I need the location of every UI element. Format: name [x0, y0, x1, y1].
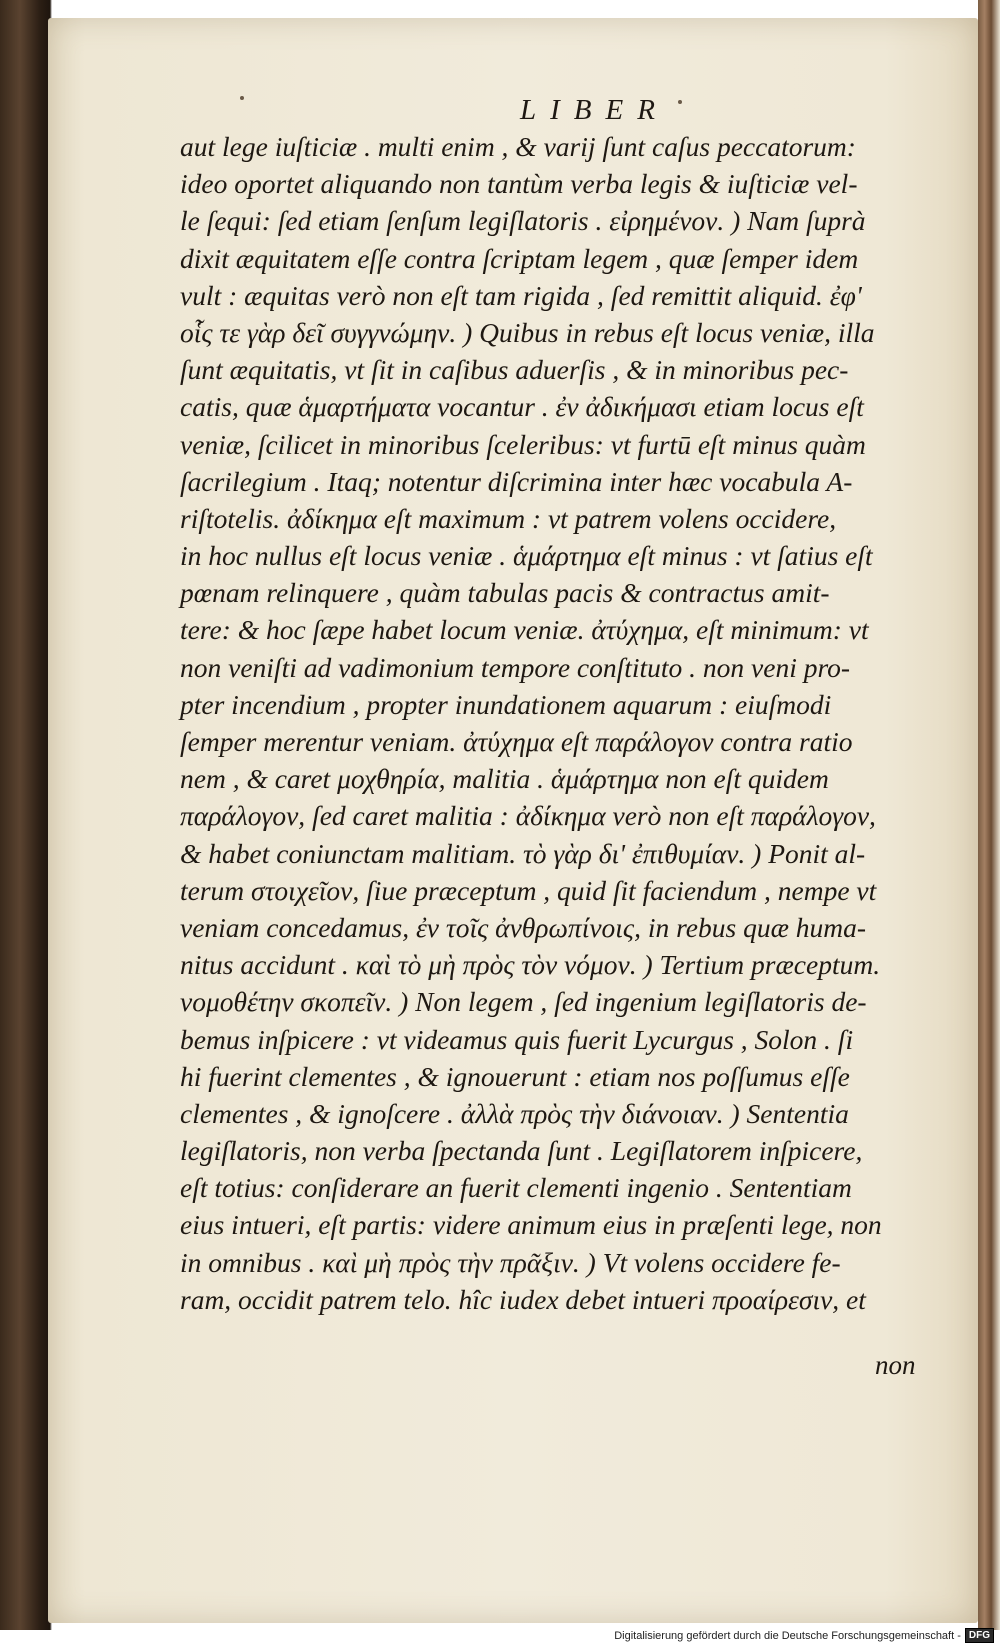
text-line: ideo oportet aliquando non tantùm verba legis & iuſticiæ vel-	[180, 168, 858, 200]
book-fore-edge	[978, 0, 1000, 1630]
text-line: & habet coniunctam malitiam. τὸ γὰρ δι' ἐπιθυμίαν. ) Ponit al-	[180, 837, 866, 869]
text-line: vult : æquitas verò non eſt tam rigida , ſed remittit aliquid. ἐφ'	[180, 279, 862, 311]
main-text	[180, 90, 970, 1318]
dfg-logo: DFG	[965, 1628, 994, 1643]
text-line: legiſlatoris, non verba ſpectanda ſunt . Legiſlatorem inſpicere,	[180, 1135, 863, 1167]
running-title: LIBER	[520, 94, 669, 126]
text-line: le ſequi: ſed etiam ſenſum legiſlatoris . εἰρημένον. ) Nam ſuprà	[180, 205, 866, 237]
text-line: non veniſti ad vadimonium tempore conſtituto . non veni pro-	[180, 651, 851, 683]
text-line: riſtotelis. ἀδίκημα eſt maximum : vt patrem volens occidere,	[180, 502, 837, 534]
text-line: bemus inſpicere : vt videamus quis fuerit Lycurgus , Solon . ſi	[180, 1023, 854, 1055]
text-line: νομοθέτην σκοπεῖν. ) Non legem , ſed ingenium legiſlatoris de-	[180, 986, 867, 1018]
text-line: οἷς τε γὰρ δεῖ συγγνώμην. ) Quibus in rebus eſt locus veniæ, illa	[180, 316, 875, 348]
digitization-credit	[614, 1628, 994, 1643]
text-line: tere: & hoc ſæpe habet locum veniæ. ἀτύχημα, eſt minimum: vt	[180, 614, 869, 646]
text-line: dixit æquitatem eſſe contra ſcriptam legem , quæ ſemper idem	[180, 242, 859, 274]
text-line: aut lege iuſticiæ . multi enim , & varij ſunt caſus peccatorum:	[180, 131, 856, 162]
text-line: in omnibus . καὶ μὴ πρὸς τὴν πρᾶξιν. ) Vt volens occidere fe-	[180, 1246, 841, 1278]
text-line: ſemper merentur veniam. ἀτύχημα eſt παράλογον contra ratio	[180, 726, 853, 757]
text-line: terum στοιχεῖον, ſiue præceptum , quid ſit faciendum , nempe vt	[180, 874, 877, 906]
text-line: pter incendium , propter inundationem aquarum : eiuſmodi	[180, 688, 832, 720]
credit-text: Digitalisierung gefördert durch die Deutsche Forschungsgemeinschaft -	[614, 1629, 961, 1642]
text-line: veniæ, ſcilicet in minoribus ſceleribus: vt furtū eſt minus quàm	[180, 428, 866, 460]
text-line: ſacrilegium . Itaq; notentur diſcrimina inter hæc vocabula A-	[180, 465, 853, 497]
text-line: παράλογον, ſed caret malitia : ἀδίκημα verò non eſt παράλογον,	[180, 800, 876, 832]
text-line: veniam concedamus, ἐν τοῖς ἀνθρωπίνοις, in rebus quæ huma-	[180, 911, 867, 943]
text-line: ram, occidit patrem telo. hîc iudex debet intueri προαίρεσιν, et	[180, 1283, 866, 1315]
text-line: nitus accidunt . καὶ τὸ μὴ πρὸς τὸν νόμον. ) Tertium præceptum.	[180, 949, 881, 981]
text-line: in hoc nullus eſt locus veniæ . ἁμάρτημα eſt minus : vt ſatius eſt	[180, 540, 873, 572]
text-line: eſt totius: conſiderare an fuerit clementi ingenio . Sententiam	[180, 1172, 852, 1204]
text-line: clementes , & ignoſcere . ἀλλὰ πρὸς τὴν διάνοιαν. ) Sententia	[180, 1097, 849, 1129]
text-line: hi fuerint clementes , & ignouerunt : etiam nos poſſumus eſſe	[180, 1060, 850, 1092]
text-line: nem , & caret μοχθηρία, malitia . ἁμάρτημα non eſt quidem	[180, 763, 829, 795]
text-line: catis, quæ ἁμαρτήματα vocantur . ἐν ἀδικήμασι etiam locus eſt	[180, 391, 864, 423]
text-line: ſunt æquitatis, vt ſit in caſibus aduerſis , & in minoribus pec-	[180, 354, 849, 386]
catchword: non	[875, 1350, 916, 1380]
text-line: eius intueri, eſt partis: videre animum eius in præſenti lege, non	[180, 1209, 882, 1241]
text-line: pœnam relinquere , quàm tabulas pacis & contractus amit-	[180, 577, 830, 609]
